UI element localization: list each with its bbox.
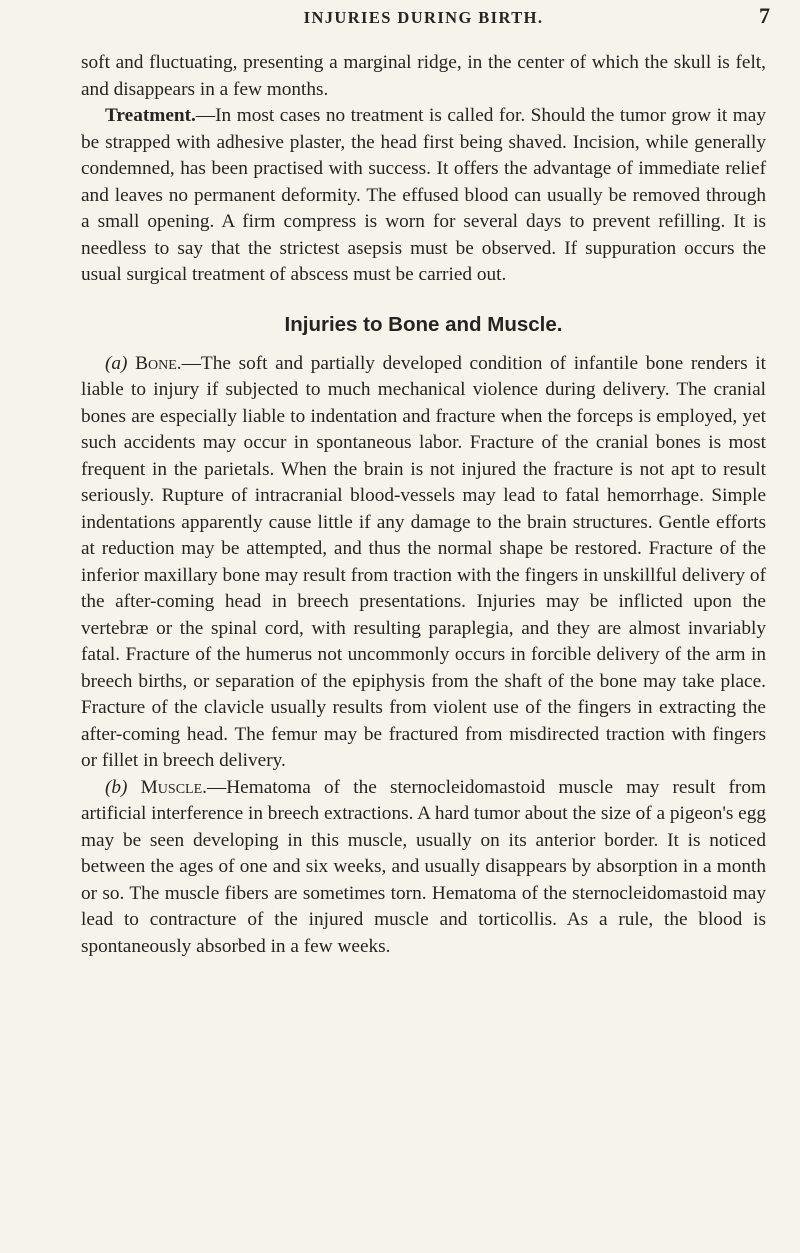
running-header [81,0,770,50]
treatment-text: —In most cases no treatment is called for. Should the tumor grow it may be strapped with adhesive plaster, the head first being shaved. Incision, while generally condemned, has been practised with success. It offers the advantage of immediate relief and leaves no permanent deformity. The effused blood can usually be removed through a small opening. A firm compress is worn for several days to prevent refilling. It is needless to say that the strictest asepsis must be observed. If suppuration occurs the usual surgical treatment of abscess must be carried out. [81,105,766,285]
running-title: INJURIES DURING BIRTH. [303,8,544,27]
muscle-paragraph [81,775,766,961]
bone-paragraph [81,351,766,775]
treatment-run-in-heading: Treatment. [105,105,196,126]
muscle-label: Muscle. [140,776,207,798]
muscle-text: —Hematoma of the sternocleidomastoid muscle may result from artificial interference in breech extractions. A hard tumor about the size of a pigeon's egg may be seen developing in this muscle, usually on its anterior border. It is noticed between the ages of one and six weeks, and usually disappears by absorption in a month or so. The muscle fibers are sometimes torn. Hematoma of the sternocleidomastoid may lead to contracture of the injured muscle and torticollis. As a rule, the blood is spontaneously absorbed in a few weeks. [81,776,767,957]
page-number: 7 [759,3,770,28]
continued-paragraph: soft and fluctuating, presenting a marginal ridge, in the center of which the skull is felt, and disappears in a few months. [81,52,766,100]
muscle-marker: (b) [105,776,128,798]
bone-text: —The soft and partially developed condition of infantile bone renders it liable to injury if subjected to much mechanical violence during delivery. The cranial bones are especially liable to indentation and fracture when the forceps is employed, yet such accidents may occur in spontaneous labor. Fracture of the cranial bones is most frequent in the parietals. When the brain is not injured the fracture is not apt to result seriously. Rupture of intracranial blood-vessels may lead to fatal hemorrhage. Simple indentations apparently cause little if any damage to the brain structures. Gentle efforts at reduction may be attempted, and thus the normal shape be restored. Fracture of the inferior maxillary bone may result from traction with the fingers in unskillful delivery of the after-coming head in breech presentations. Injuries may be inflicted upon the vertebræ or the spinal cord, with resulting paraplegia, and they are almost invariably fatal. Fracture of the humerus not uncommonly occurs in forcible delivery of the arm in breech births, or separation of the epiphysis from the shaft of the bone may take place. Fracture of the clavicle usually results from violent use of the fingers in extracting the after-coming head. The femur may be fractured from misdirected traction with fingers or fillet in breech delivery. [81,352,766,771]
bone-marker: (a) [105,352,128,374]
section-heading: Injuries to Bone and Muscle. [284,312,563,336]
bone-label: Bone. [135,352,182,374]
treatment-paragraph [81,103,766,289]
